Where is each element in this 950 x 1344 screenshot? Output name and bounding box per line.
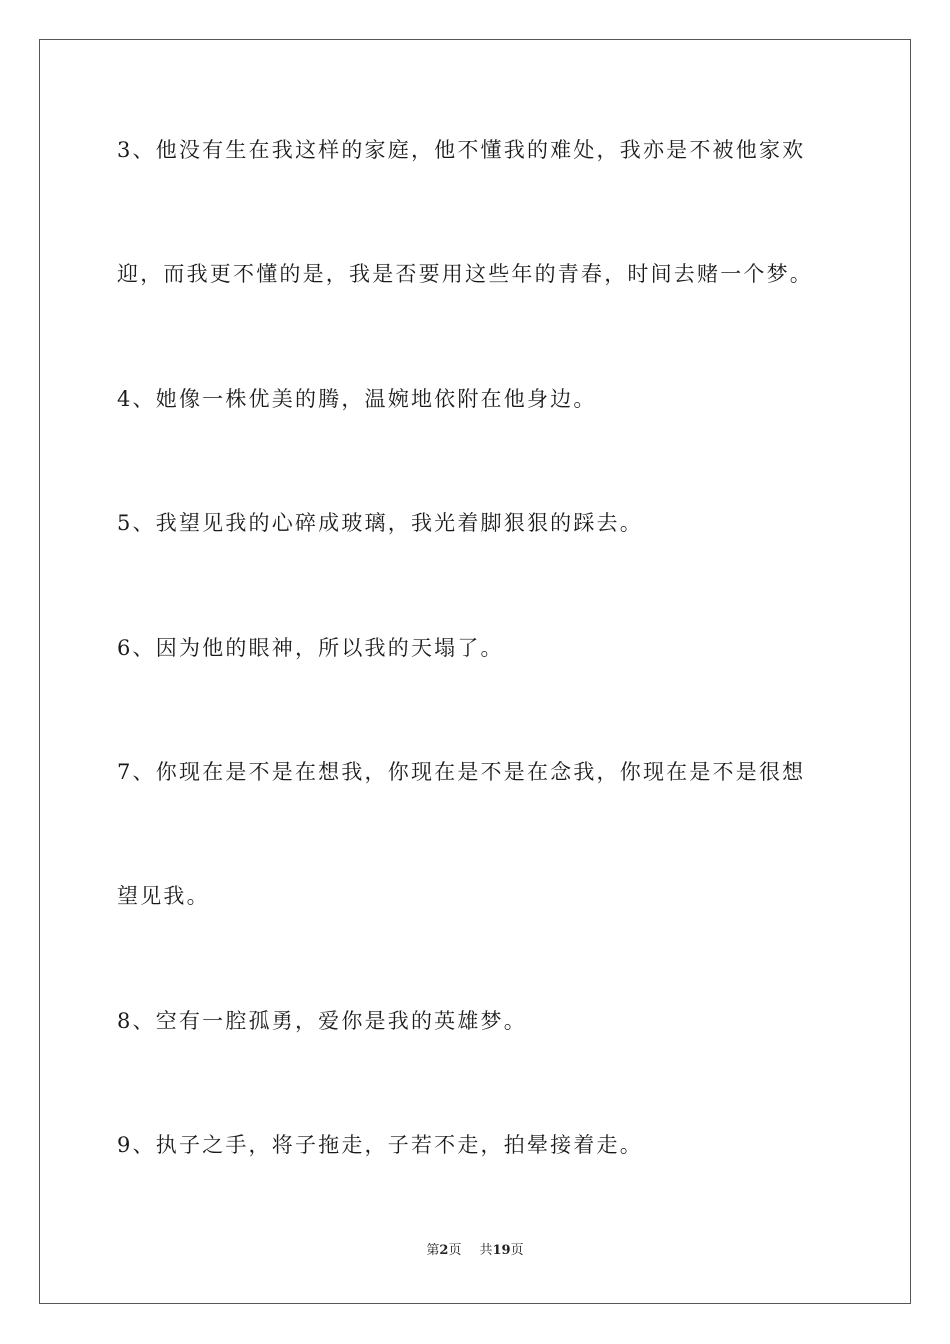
total-prefix: 共 xyxy=(479,1243,493,1258)
page-border xyxy=(39,39,911,1304)
page-footer xyxy=(0,1242,950,1260)
page-prefix: 第 xyxy=(426,1243,440,1258)
total-page-number: 19 xyxy=(492,1243,511,1258)
current-page-number: 2 xyxy=(439,1243,449,1258)
text-line: 6、因为他的眼神，所以我的天塌了。 xyxy=(117,636,504,660)
text-line: 5、我望见我的心碎成玻璃，我光着脚狠狠的踩去。 xyxy=(117,511,643,535)
text-line: 9、执子之手，将子拖走，子若不走，拍晕接着走。 xyxy=(117,1133,643,1157)
text-line: 望见我。 xyxy=(117,884,210,908)
text-line: 4、她像一株优美的腾，温婉地依附在他身边。 xyxy=(117,387,597,411)
text-line: 3、他没有生在我这样的家庭，他不懂我的难处，我亦是不被他家欢 xyxy=(117,138,806,162)
page-suffix: 页 xyxy=(448,1243,462,1258)
text-line: 8、空有一腔孤勇，爱你是我的英雄梦。 xyxy=(117,1009,527,1033)
total-suffix: 页 xyxy=(510,1243,524,1258)
text-line: 迎，而我更不懂的是，我是否要用这些年的青春，时间去赌一个梦。 xyxy=(117,262,813,286)
text-line: 7、你现在是不是在想我，你现在是不是在念我，你现在是不是很想 xyxy=(117,760,806,784)
